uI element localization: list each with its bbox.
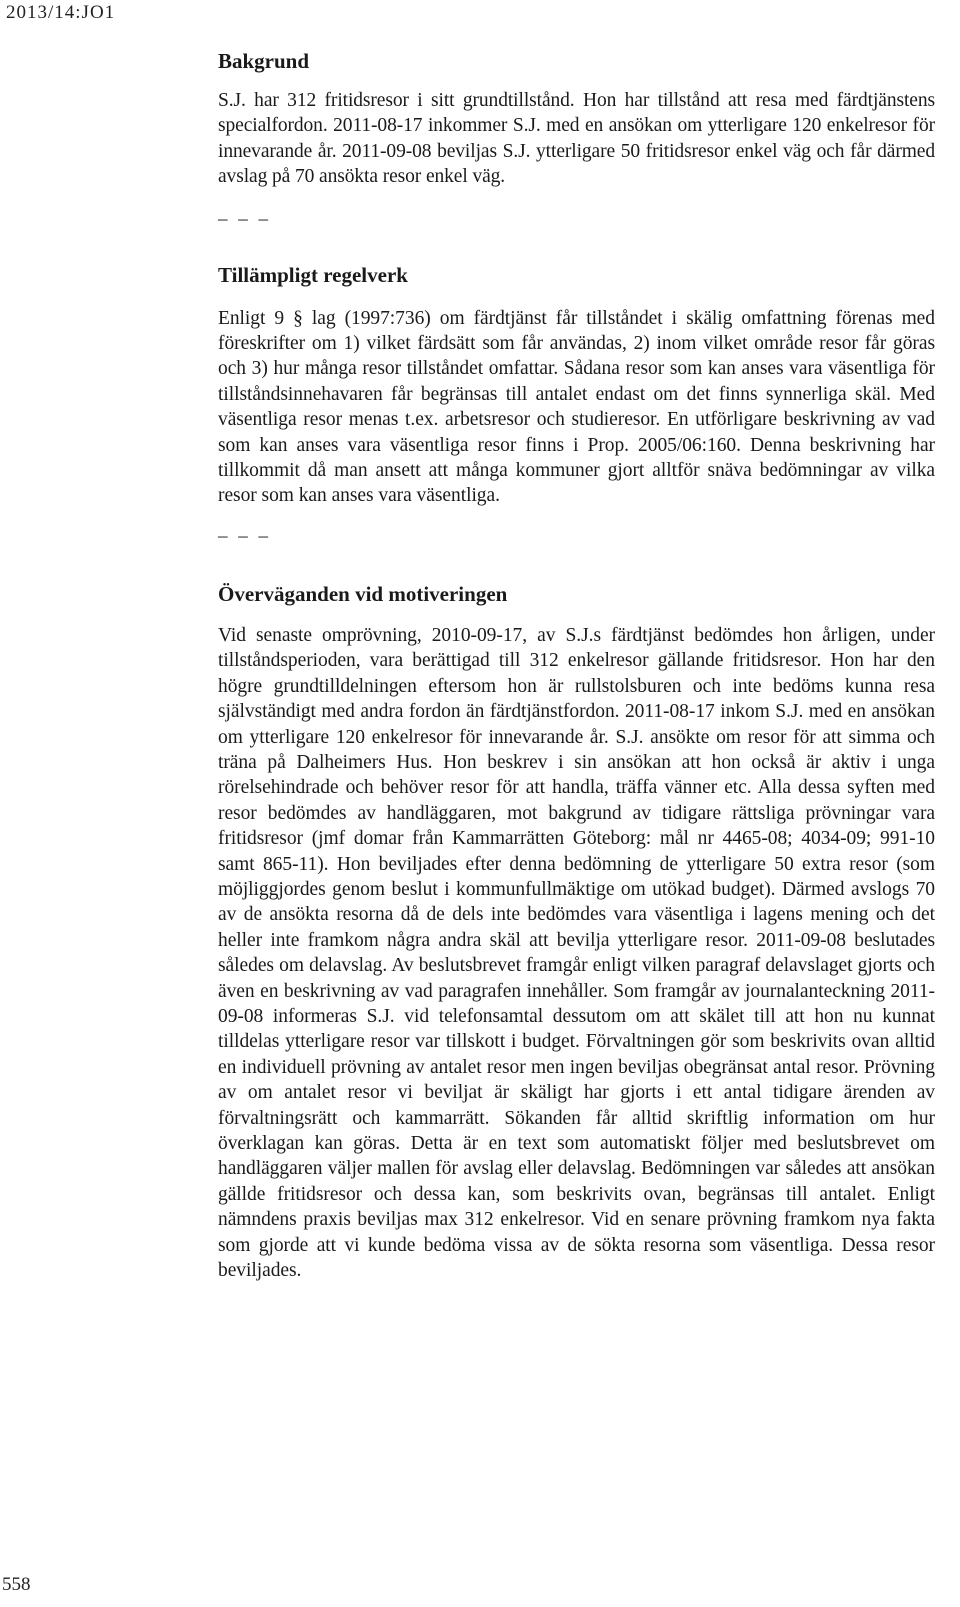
document-body [218,48,935,1283]
section-heading: Överväganden vid motiveringen [218,581,508,606]
section-bakgrund [218,48,935,190]
section-tillampligt-regelverk [218,262,935,509]
section-paragraph: Vid senaste omprövning, 2010-09-17, av S.J.s färdtjänst bedömdes hon årligen, under tillståndsperioden, vara berättigad till 312 enkelresor gällande fritidsresor. Hon har den högre grundtilldelningen eftersom hon är rullstolsburen och inte bedöms kunna resa självständigt med andra fordon än färdtjänstfordon. 2011-08-17 inkom S.J. med en ansökan om ytterligare 120 enkelresor för innevarande år. S.J. ansökte om resor för att simma och träna på Dalheimers Hus. Hon beskrev i sin ansökan att hon också är aktiv i unga rörelsehindrade och behöver resor för att handla, träffa vänner etc. Alla dessa syften med resor bedömdes av handläggaren, mot bakgrund av tidigare rättsliga prövningar vara fritidsresor (jmf domar från Kammarrätten Göteborg: mål nr 4465-08; 4034-09; 991-10 samt 865-11). Hon beviljades efter denna bedömning de ytterligare 50 extra resor (som möjliggjordes genom beslut i kommunfullmäktige om utökad budget). Därmed avslogs 70 av de ansökta resorna då de dels inte bedömdes vara väsentliga i lagens mening och det heller inte framkom några andra skäl att bevilja ytterligare resor. 2011-09-08 beslutades således om delavslag. Av beslutsbrevet framgår enligt vilken paragraf delavslaget gjorts och även en beskrivning av vad paragrafen innehåller. Som framgår av journalanteckning 2011-09-08 informeras S.J. vid telefonsamtal dessutom om att skälet till att hon nu kunnat tilldelas ytterligare resor var tillskott i budget. Förvaltningen gör som beskrivits ovan alltid en individuell prövning av antalet resor men ingen beviljas obegränsat antal resor. Prövning av om antalet resor vi beviljat är skäligt har gjorts i ett antal tidigare ärenden av förvaltningsrätt och kammarrätt. Sökanden får alltid skriftlig information om hur överklagan kan göras. Detta är en text som automatiskt följer med beslutsbrevet om handläggaren väljer mallen för avslag eller delavslag. Bedömningen var således att ansökan gällde fritidsresor och dessa kan, som beskrivits ovan, begränsas till antalet. Enligt nämndens praxis beviljas max 312 enkelresor. Vid en senare prövning framkom nya fakta som gjorde att vi kunde bedöma vissa av de sökta resorna som väsentliga. Dessa resor beviljades. [218,624,935,1282]
section-paragraph: Enligt 9 § lag (1997:736) om färdtjänst får tillståndet i skälig omfattning förenas med föreskrifter om 1) vilket färdsätt som får användas, 2) inom vilket område resor får göras och 3) hur många resor tillståndet omfattar. Sådana resor som kan anses vara väsentliga för tillståndsinnehavaren får begränsas till antalet endast om det finns synnerliga skäl. Med väsentliga resor menas t.ex. arbetsresor och studieresor. En utförligare beskrivning av vad som kan anses vara väsentliga resor finns i Prop. 2005/06:160. Denna beskrivning har tillkommit då man ansett att många kommuner gjort alltför snäva bedömningar av vilka resor som kan anses vara väsentliga. [218,307,935,507]
section-heading: Tillämpligt regelverk [218,262,408,287]
running-head: 2013/14:JO1 [6,2,116,23]
section-paragraph: S.J. har 312 fritidsresor i sitt grundtillstånd. Hon har tillstånd att resa med färdtjänstens specialfordon. 2011-08-17 inkommer S.J. med en ansökan om ytterligare 120 enkelresor för innevarande år. 2011-09-08 beviljas S.J. ytterligare 50 fritidsresor enkel väg och får därmed avslag på 70 ansökta resor enkel väg. [218,90,935,188]
section-divider: _ _ _ [218,518,271,540]
page-number: 558 [2,1574,31,1595]
section-heading: Bakgrund [218,49,310,73]
section-overvaganden [218,581,935,1284]
section-divider: _ _ _ [218,201,271,223]
